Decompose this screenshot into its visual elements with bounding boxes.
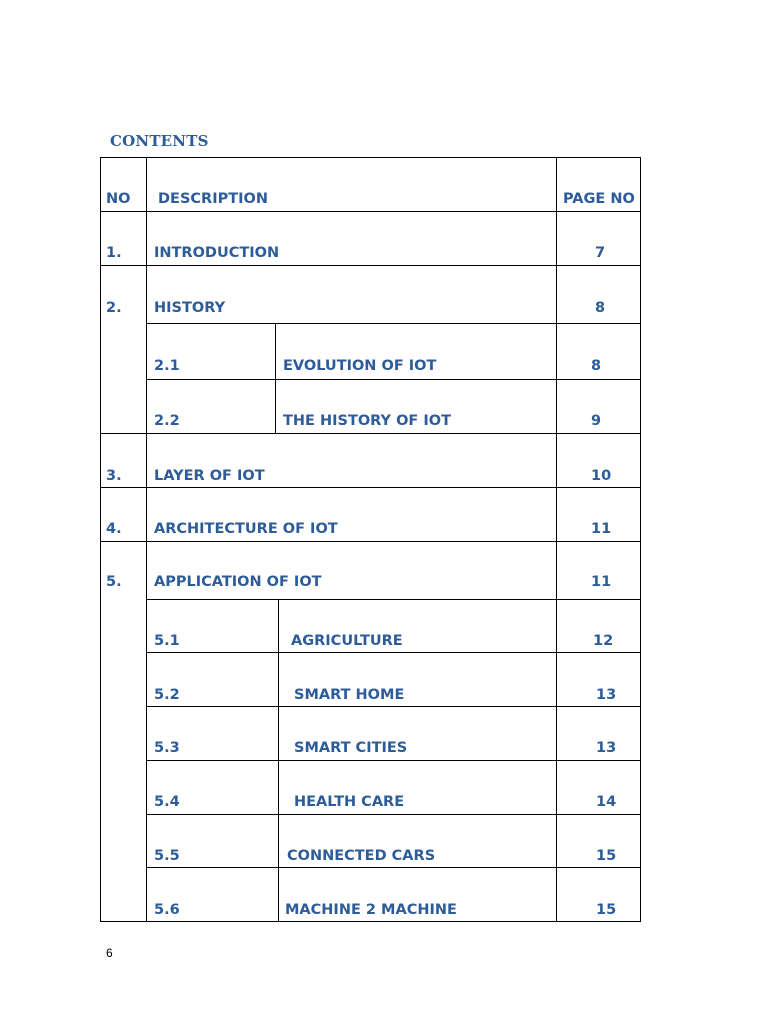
table-border-right bbox=[640, 157, 641, 922]
toc-title: SMART HOME bbox=[294, 687, 405, 703]
toc-page: 13 bbox=[596, 740, 617, 756]
toc-title: INTRODUCTION bbox=[154, 245, 280, 261]
header-no: NO bbox=[106, 191, 131, 207]
sub-divider-history bbox=[275, 323, 276, 433]
toc-number: 5.4 bbox=[154, 794, 180, 810]
toc-page: 13 bbox=[596, 687, 617, 703]
toc-title: HEALTH CARE bbox=[294, 794, 405, 810]
toc-number: 5.3 bbox=[154, 740, 180, 756]
header-description: DESCRIPTION bbox=[158, 191, 268, 207]
toc-page: 15 bbox=[596, 902, 617, 918]
toc-page: 7 bbox=[595, 245, 606, 261]
row-line-layer bbox=[100, 487, 641, 488]
column-divider-no bbox=[146, 157, 147, 922]
toc-title: THE HISTORY OF IOT bbox=[283, 413, 451, 429]
toc-page: 8 bbox=[595, 300, 606, 316]
row-line-architecture bbox=[100, 541, 641, 542]
table-border-bottom bbox=[100, 921, 641, 922]
row-line-intro bbox=[100, 265, 641, 266]
toc-title: AGRICULTURE bbox=[291, 633, 403, 649]
toc-number: 2. bbox=[106, 300, 122, 316]
toc-number: 5.6 bbox=[154, 902, 180, 918]
toc-page: 11 bbox=[591, 574, 612, 590]
toc-title: SMART CITIES bbox=[294, 740, 408, 756]
page-number: 6 bbox=[106, 946, 113, 960]
toc-title: ARCHITECTURE OF IOT bbox=[154, 521, 338, 537]
column-divider-page bbox=[556, 157, 557, 922]
row-line-history-sub bbox=[146, 379, 641, 380]
toc-number: 5.2 bbox=[154, 687, 180, 703]
row-line-history-end bbox=[100, 433, 641, 434]
row-line-5-3 bbox=[146, 760, 641, 761]
toc-title: HISTORY bbox=[154, 300, 226, 316]
toc-title: MACHINE 2 MACHINE bbox=[285, 902, 457, 918]
toc-title: LAYER OF IOT bbox=[154, 468, 265, 484]
table-border-left bbox=[100, 157, 101, 922]
toc-page: 14 bbox=[596, 794, 617, 810]
toc-number: 5. bbox=[106, 574, 122, 590]
row-line-history bbox=[146, 323, 641, 324]
row-line-5-5 bbox=[146, 867, 641, 868]
toc-number: 5.1 bbox=[154, 633, 180, 649]
toc-number: 5.5 bbox=[154, 848, 180, 864]
toc-page: 10 bbox=[591, 468, 612, 484]
row-line-5-4 bbox=[146, 814, 641, 815]
toc-page: 8 bbox=[591, 358, 602, 374]
toc-page: 11 bbox=[591, 521, 612, 537]
toc-number: 2.1 bbox=[154, 358, 180, 374]
toc-page: 9 bbox=[591, 413, 602, 429]
table-border-top bbox=[100, 157, 641, 158]
toc-page: 12 bbox=[593, 633, 614, 649]
row-line-header bbox=[100, 211, 641, 212]
row-line-5-2 bbox=[146, 706, 641, 707]
contents-heading: CONTENTS bbox=[110, 132, 209, 150]
toc-number: 1. bbox=[106, 245, 122, 261]
toc-title: CONNECTED CARS bbox=[287, 848, 436, 864]
toc-title: EVOLUTION OF IOT bbox=[283, 358, 437, 374]
toc-page: 15 bbox=[596, 848, 617, 864]
toc-number: 2.2 bbox=[154, 413, 180, 429]
row-line-5-1 bbox=[146, 652, 641, 653]
toc-title: APPLICATION OF IOT bbox=[154, 574, 322, 590]
toc-table bbox=[100, 157, 641, 922]
header-page-no: PAGE NO bbox=[563, 191, 635, 207]
row-line-application bbox=[146, 599, 641, 600]
toc-number: 4. bbox=[106, 521, 122, 537]
toc-number: 3. bbox=[106, 468, 122, 484]
